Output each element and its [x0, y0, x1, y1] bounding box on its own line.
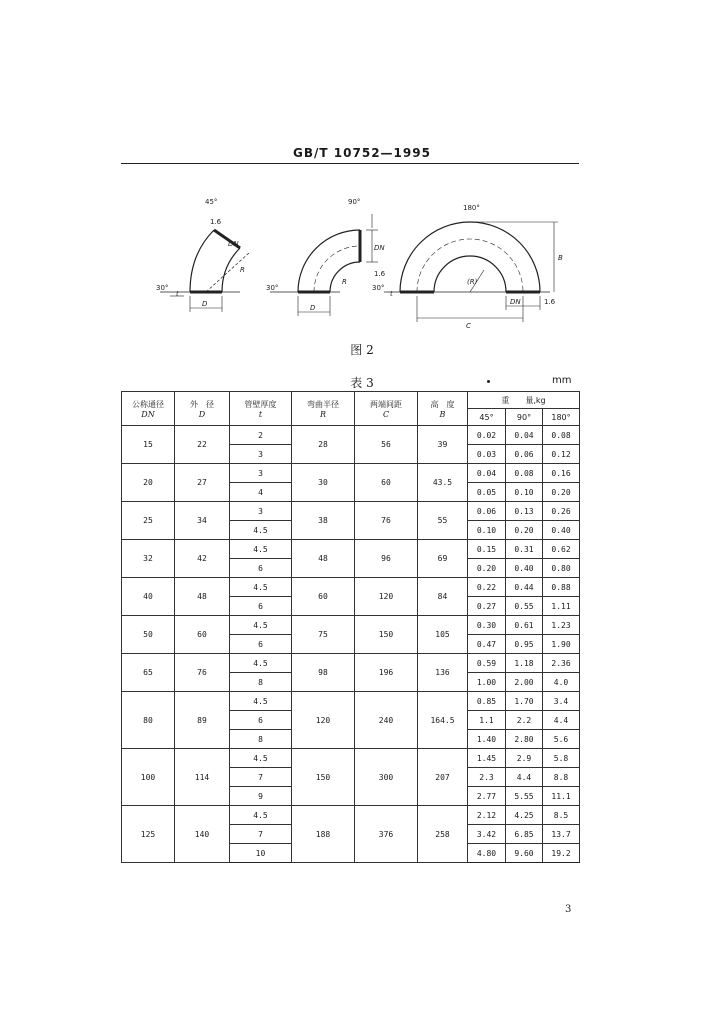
- pipe-elbow-figure: [150, 192, 590, 332]
- cell-weight-90: 2.00: [506, 673, 543, 692]
- cell-weight-90: 0.61: [506, 616, 543, 635]
- label-30-deg-c: 30°: [372, 284, 385, 292]
- cell-weight-90: 1.70: [506, 692, 543, 711]
- cell-weight-90: 0.20: [506, 521, 543, 540]
- cell-weight-45: 0.05: [468, 483, 506, 502]
- cell-weight-180: 1.23: [543, 616, 580, 635]
- cell-end-distance: 96: [355, 540, 418, 578]
- header-t: [230, 392, 292, 426]
- cell-wall-thickness: 9: [230, 787, 292, 806]
- cell-weight-180: 0.62: [543, 540, 580, 559]
- label-DN-b: DN: [374, 244, 385, 252]
- cell-weight-45: 1.45: [468, 749, 506, 768]
- cell-outer-diameter: 48: [175, 578, 230, 616]
- cell-weight-90: 0.10: [506, 483, 543, 502]
- cell-weight-45: 2.12: [468, 806, 506, 825]
- cell-weight-90: 2.80: [506, 730, 543, 749]
- table-row: [122, 806, 580, 825]
- cell-weight-180: 11.1: [543, 787, 580, 806]
- elbow-180-drawing: [384, 222, 558, 322]
- header-dn-label: 公称通径: [132, 399, 164, 409]
- table-row: [122, 749, 580, 768]
- cell-wall-thickness: 8: [230, 730, 292, 749]
- cell-weight-45: 0.85: [468, 692, 506, 711]
- cell-height: 258: [418, 806, 468, 863]
- stray-dot: [487, 380, 490, 383]
- cell-bend-radius: 48: [292, 540, 355, 578]
- label-180-deg: 180°: [463, 204, 480, 212]
- label-30-deg-a: 30°: [156, 284, 169, 292]
- cell-outer-diameter: 89: [175, 692, 230, 749]
- table-row: [122, 578, 580, 597]
- cell-outer-diameter: 60: [175, 616, 230, 654]
- cell-wall-thickness: 4.5: [230, 654, 292, 673]
- label-C: C: [466, 322, 471, 330]
- cell-weight-180: 19.2: [543, 844, 580, 863]
- cell-bend-radius: 150: [292, 749, 355, 806]
- cell-weight-45: 2.77: [468, 787, 506, 806]
- cell-weight-90: 0.44: [506, 578, 543, 597]
- cell-outer-diameter: 76: [175, 654, 230, 692]
- cell-end-distance: 376: [355, 806, 418, 863]
- table-row: [122, 654, 580, 673]
- cell-weight-180: 0.26: [543, 502, 580, 521]
- header-c: [355, 392, 418, 426]
- cell-weight-45: 0.04: [468, 464, 506, 483]
- elbow-dimension-table: [121, 391, 580, 863]
- label-R-a: R: [240, 266, 245, 274]
- header-d: [175, 392, 230, 426]
- table-row: [122, 426, 580, 445]
- standard-number: GB/T 10752—1995: [293, 146, 431, 160]
- cell-outer-diameter: 114: [175, 749, 230, 806]
- cell-weight-45: 0.22: [468, 578, 506, 597]
- cell-weight-90: 0.04: [506, 426, 543, 445]
- header-c-symbol: C: [382, 409, 390, 419]
- cell-dn: 80: [122, 692, 175, 749]
- cell-weight-45: 0.59: [468, 654, 506, 673]
- cell-wall-thickness: 3: [230, 445, 292, 464]
- cell-wall-thickness: 4.5: [230, 521, 292, 540]
- cell-outer-diameter: 22: [175, 426, 230, 464]
- cell-dn: 40: [122, 578, 175, 616]
- label-len-b: 1.6: [374, 270, 386, 278]
- header-weight: 重 量,kg: [468, 392, 580, 409]
- cell-wall-thickness: 2: [230, 426, 292, 445]
- cell-outer-diameter: 140: [175, 806, 230, 863]
- cell-wall-thickness: 6: [230, 559, 292, 578]
- cell-dn: 100: [122, 749, 175, 806]
- cell-dn: 25: [122, 502, 175, 540]
- table-row: [122, 616, 580, 635]
- table-title: 表 3: [350, 376, 374, 390]
- cell-weight-45: 3.42: [468, 825, 506, 844]
- cell-weight-180: 0.16: [543, 464, 580, 483]
- elbow-90-drawing: [270, 214, 378, 316]
- header-b-label: 高 度: [430, 399, 455, 409]
- label-t-a: t: [176, 290, 179, 298]
- cell-wall-thickness: 4: [230, 483, 292, 502]
- cell-weight-90: 1.18: [506, 654, 543, 673]
- cell-weight-90: 5.55: [506, 787, 543, 806]
- header-r-symbol: R: [319, 409, 327, 419]
- cell-outer-diameter: 27: [175, 464, 230, 502]
- table-row: [122, 502, 580, 521]
- cell-weight-90: 4.25: [506, 806, 543, 825]
- label-D-a: D: [202, 300, 208, 308]
- cell-weight-45: 1.40: [468, 730, 506, 749]
- cell-weight-90: 6.85: [506, 825, 543, 844]
- cell-wall-thickness: 3: [230, 464, 292, 483]
- header-weight-90: 90°: [506, 409, 543, 426]
- cell-end-distance: 76: [355, 502, 418, 540]
- cell-height: 207: [418, 749, 468, 806]
- label-45-deg: 45°: [205, 198, 218, 206]
- cell-end-distance: 150: [355, 616, 418, 654]
- label-R-b: R: [342, 278, 347, 286]
- header-dn-symbol: DN: [141, 409, 155, 419]
- cell-height: 105: [418, 616, 468, 654]
- cell-weight-180: 1.90: [543, 635, 580, 654]
- cell-weight-45: 2.3: [468, 768, 506, 787]
- cell-weight-90: 0.95: [506, 635, 543, 654]
- cell-wall-thickness: 6: [230, 635, 292, 654]
- label-R-c: (R): [467, 278, 478, 286]
- cell-weight-45: 0.20: [468, 559, 506, 578]
- header-t-symbol: t: [258, 409, 263, 419]
- cell-outer-diameter: 34: [175, 502, 230, 540]
- cell-weight-90: 4.4: [506, 768, 543, 787]
- cell-bend-radius: 60: [292, 578, 355, 616]
- cell-weight-180: 8.5: [543, 806, 580, 825]
- cell-weight-45: 0.47: [468, 635, 506, 654]
- cell-bend-radius: 30: [292, 464, 355, 502]
- cell-end-distance: 240: [355, 692, 418, 749]
- cell-weight-90: 0.55: [506, 597, 543, 616]
- cell-dn: 15: [122, 426, 175, 464]
- table-body: [122, 426, 580, 863]
- cell-wall-thickness: 4.5: [230, 578, 292, 597]
- cell-weight-180: 13.7: [543, 825, 580, 844]
- label-30-deg-b: 30°: [266, 284, 279, 292]
- cell-wall-thickness: 4.5: [230, 616, 292, 635]
- cell-wall-thickness: 4.5: [230, 806, 292, 825]
- cell-weight-90: 0.08: [506, 464, 543, 483]
- cell-wall-thickness: 10: [230, 844, 292, 863]
- cell-weight-45: 0.03: [468, 445, 506, 464]
- cell-height: 39: [418, 426, 468, 464]
- cell-weight-180: 3.4: [543, 692, 580, 711]
- cell-wall-thickness: 4.5: [230, 749, 292, 768]
- cell-weight-180: 5.6: [543, 730, 580, 749]
- cell-weight-45: 0.06: [468, 502, 506, 521]
- header-weight-45: 45°: [468, 409, 506, 426]
- label-len-a: 1.6: [210, 218, 222, 226]
- cell-wall-thickness: 6: [230, 597, 292, 616]
- cell-weight-45: 1.1: [468, 711, 506, 730]
- table-row: [122, 540, 580, 559]
- cell-weight-90: 2.2: [506, 711, 543, 730]
- cell-wall-thickness: 7: [230, 768, 292, 787]
- cell-end-distance: 120: [355, 578, 418, 616]
- label-90-deg: 90°: [348, 198, 361, 206]
- header-t-label: 管壁厚度: [244, 399, 277, 409]
- cell-end-distance: 196: [355, 654, 418, 692]
- cell-bend-radius: 38: [292, 502, 355, 540]
- cell-weight-180: 0.12: [543, 445, 580, 464]
- cell-dn: 20: [122, 464, 175, 502]
- cell-weight-180: 0.08: [543, 426, 580, 445]
- cell-weight-90: 0.13: [506, 502, 543, 521]
- label-DN-c: DN: [510, 298, 521, 306]
- figure-caption: 图 2: [350, 343, 374, 357]
- cell-weight-90: 9.60: [506, 844, 543, 863]
- cell-height: 69: [418, 540, 468, 578]
- cell-dn: 32: [122, 540, 175, 578]
- cell-weight-180: 0.20: [543, 483, 580, 502]
- cell-bend-radius: 28: [292, 426, 355, 464]
- cell-bend-radius: 98: [292, 654, 355, 692]
- cell-end-distance: 60: [355, 464, 418, 502]
- header-r-label: 弯曲半径: [307, 399, 339, 409]
- cell-height: 164.5: [418, 692, 468, 749]
- cell-wall-thickness: 7: [230, 825, 292, 844]
- cell-weight-90: 0.31: [506, 540, 543, 559]
- cell-wall-thickness: 6: [230, 711, 292, 730]
- cell-dn: 65: [122, 654, 175, 692]
- cell-height: 43.5: [418, 464, 468, 502]
- header-d-label: 外 径: [190, 399, 214, 409]
- header-rule: [121, 163, 579, 164]
- cell-dn: 125: [122, 806, 175, 863]
- cell-weight-90: 2.9: [506, 749, 543, 768]
- cell-wall-thickness: 4.5: [230, 692, 292, 711]
- cell-height: 136: [418, 654, 468, 692]
- cell-height: 55: [418, 502, 468, 540]
- cell-wall-thickness: 3: [230, 502, 292, 521]
- cell-wall-thickness: 8: [230, 673, 292, 692]
- label-len-c: 1.6: [544, 298, 556, 306]
- cell-weight-45: 4.80: [468, 844, 506, 863]
- cell-weight-90: 0.40: [506, 559, 543, 578]
- cell-weight-45: 1.00: [468, 673, 506, 692]
- header-b-symbol: B: [439, 409, 446, 419]
- header-b: [418, 392, 468, 426]
- cell-weight-180: 2.36: [543, 654, 580, 673]
- header-d-symbol: D: [198, 409, 206, 419]
- cell-weight-45: 0.10: [468, 521, 506, 540]
- label-D-b: D: [310, 304, 316, 312]
- cell-weight-180: 1.11: [543, 597, 580, 616]
- table-row: [122, 464, 580, 483]
- cell-weight-45: 0.27: [468, 597, 506, 616]
- cell-bend-radius: 120: [292, 692, 355, 749]
- cell-wall-thickness: 4.5: [230, 540, 292, 559]
- page-number: 3: [565, 904, 572, 915]
- cell-height: 84: [418, 578, 468, 616]
- cell-weight-180: 4.0: [543, 673, 580, 692]
- cell-weight-180: 4.4: [543, 711, 580, 730]
- cell-weight-90: 0.06: [506, 445, 543, 464]
- header-dn: [122, 392, 175, 426]
- cell-end-distance: 300: [355, 749, 418, 806]
- cell-dn: 50: [122, 616, 175, 654]
- cell-weight-180: 0.88: [543, 578, 580, 597]
- cell-bend-radius: 75: [292, 616, 355, 654]
- cell-weight-45: 0.15: [468, 540, 506, 559]
- header-r: [292, 392, 355, 426]
- cell-outer-diameter: 42: [175, 540, 230, 578]
- header-c-label: 两端间距: [370, 399, 402, 409]
- header-weight-180: 180°: [543, 409, 580, 426]
- label-t-b: t: [390, 290, 393, 298]
- cell-weight-45: 0.30: [468, 616, 506, 635]
- cell-weight-180: 0.40: [543, 521, 580, 540]
- cell-weight-180: 0.80: [543, 559, 580, 578]
- cell-weight-180: 8.8: [543, 768, 580, 787]
- cell-weight-45: 0.02: [468, 426, 506, 445]
- label-DN-a: DN: [228, 240, 239, 248]
- table-unit: mm: [552, 375, 572, 386]
- table-row: [122, 692, 580, 711]
- cell-bend-radius: 188: [292, 806, 355, 863]
- cell-end-distance: 56: [355, 426, 418, 464]
- cell-weight-180: 5.8: [543, 749, 580, 768]
- label-B: B: [558, 254, 563, 262]
